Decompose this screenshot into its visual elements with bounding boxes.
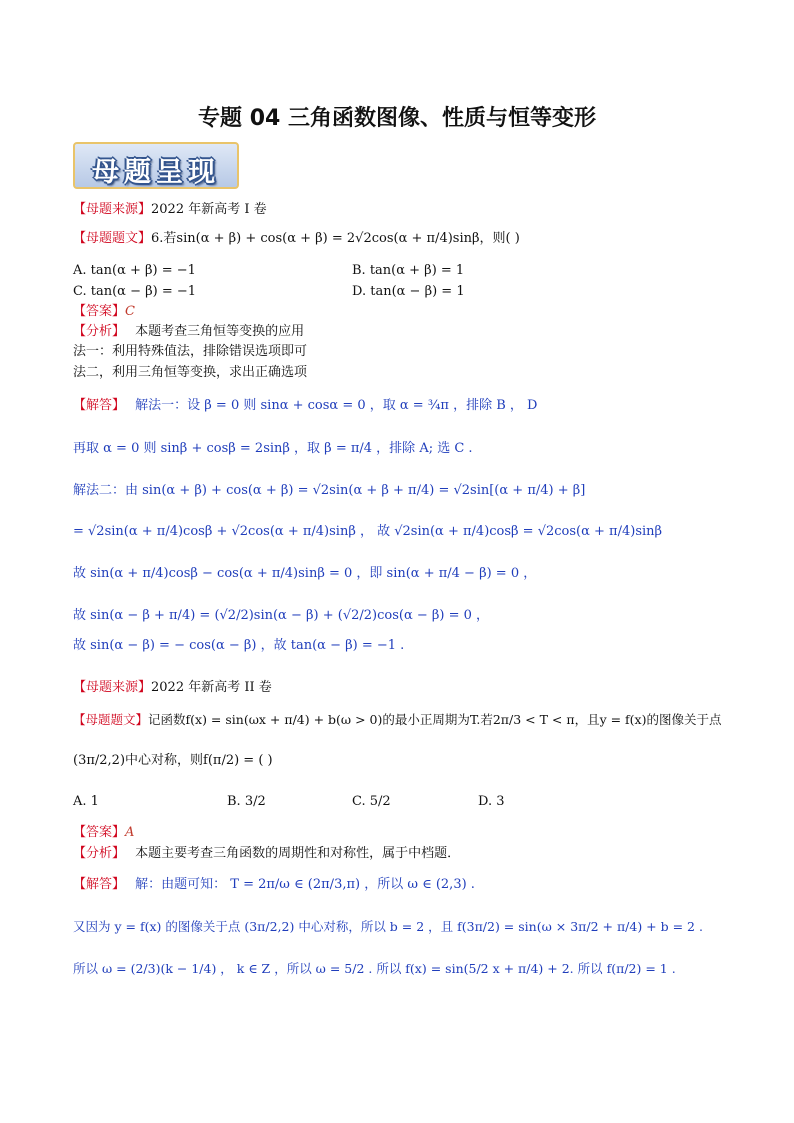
question-tag: 【母题题文】 [73,231,152,246]
answer-value: A [125,825,135,840]
banner-text: 母题呈现 [92,157,220,188]
method-one: 法一：利用特殊值法，排除错误选项即可 [73,344,308,359]
question-tag: 【母题题文】 [73,712,149,727]
problem2-question [73,711,721,729]
analysis-text: 本题主要考查三角函数的周期性和对称性，属于中档题． [135,846,461,861]
option-a: A. tan(α + β) = −1 [73,263,196,278]
page-title: 专题 04 三角函数图像、性质与恒等变形 [198,106,596,131]
solution-line: 再取 α = 0 则 sinβ + cosβ = 2sinβ ，取 β = π/4 ，排除 A; 选 C . [73,441,473,456]
problem2-source [73,679,272,697]
option-d: D. 3 [478,794,505,809]
question-text: 记函数f(x) = sin(ωx + π/4) + b(ω > 0)的最小正周期为T.若2π/3 < T < π，且y = f(x)的图像关于点 [148,712,722,727]
solution-line: = √2sin(α + π/4)cosβ + √2cos(α + π/4)sinβ ， 故 √2sin(α + π/4)cosβ = √2cos(α + π/4)sinβ [73,524,663,539]
solution-line: 故 sin(α + π/4)cosβ − cos(α + π/4)sinβ = 0 ，即 sin(α + π/4 − β) = 0 ， [73,566,537,581]
source-text: 2022 年新高考 I 卷 [151,202,267,217]
solution-tag: 【解答】 [73,877,126,892]
option-c: C. tan(α − β) = −1 [73,284,197,299]
solution-line: 故 sin(α − β + π/4) = (√2/2)sin(α − β) + (√2/2)cos(α − β) = 0 ， [73,608,490,623]
source-tag: 【母题来源】 [73,202,152,217]
source-text: 2022 年新高考 II 卷 [151,680,272,695]
solution-text: 解法一：设 β = 0 则 sinα + cosα = 0 ，取 α = ¾π ，排除 B ， D [135,398,538,413]
option-a: A. 1 [73,794,99,809]
problem1-question [73,230,520,248]
analysis-tag: 【分析】 [73,324,126,339]
problem2-answer [73,824,134,842]
method-two: 法二，利用三角恒等变换，求出正确选项 [73,365,308,380]
option-b: B. 3/2 [227,794,266,809]
solution-text: 解：由题可知： T = 2π/ω ∈ (2π/3,π) ，所以 ω ∈ (2,3) . [135,877,475,892]
solution-line [73,397,537,415]
problem2-question-cont: (3π/2,2)中心对称，则f(π/2) = ( ) [73,753,273,768]
problem2-analysis [73,845,460,863]
problem1-analysis [73,323,304,341]
solution-tag: 【解答】 [73,398,126,413]
solution-line: 解法二：由 sin(α + β) + cos(α + β) = √2sin(α + β + π/4) = √2sin[(α + π/4) + β] [73,483,586,498]
option-d: D. tan(α − β) = 1 [352,284,465,299]
solution-line: 又因为 y = f(x) 的图像关于点 (3π/2,2) 中心对称，所以 b = 2 ，且 f(3π/2) = sin(ω × 3π/2 + π/4) + b = 2 . [73,919,703,934]
solution-line [73,876,475,894]
answer-tag: 【答案】 [73,304,126,319]
answer-tag: 【答案】 [73,825,126,840]
problem1-source [73,201,267,219]
analysis-text: 本题考查三角恒等变换的应用 [135,324,305,339]
question-text: 6.若sin(α + β) + cos(α + β) = 2√2cos(α + π/4)sinβ，则( ) [151,231,520,246]
option-b: B. tan(α + β) = 1 [352,263,465,278]
section-banner [73,142,239,189]
option-c: C. 5/2 [352,794,391,809]
analysis-tag: 【分析】 [73,846,126,861]
answer-value: C [125,304,135,319]
solution-line: 所以 ω = (2/3)(k − 1/4) ， k ∈ Z ，所以 ω = 5/2 . 所以 f(x) = sin(5/2 x + π/4) + 2. 所以 f(π/2) = 1 . [73,961,676,976]
solution-line: 故 sin(α − β) = − cos(α − β) ，故 tan(α − β) = −1 . [73,638,405,653]
source-tag: 【母题来源】 [73,680,152,695]
problem1-answer [73,303,135,321]
